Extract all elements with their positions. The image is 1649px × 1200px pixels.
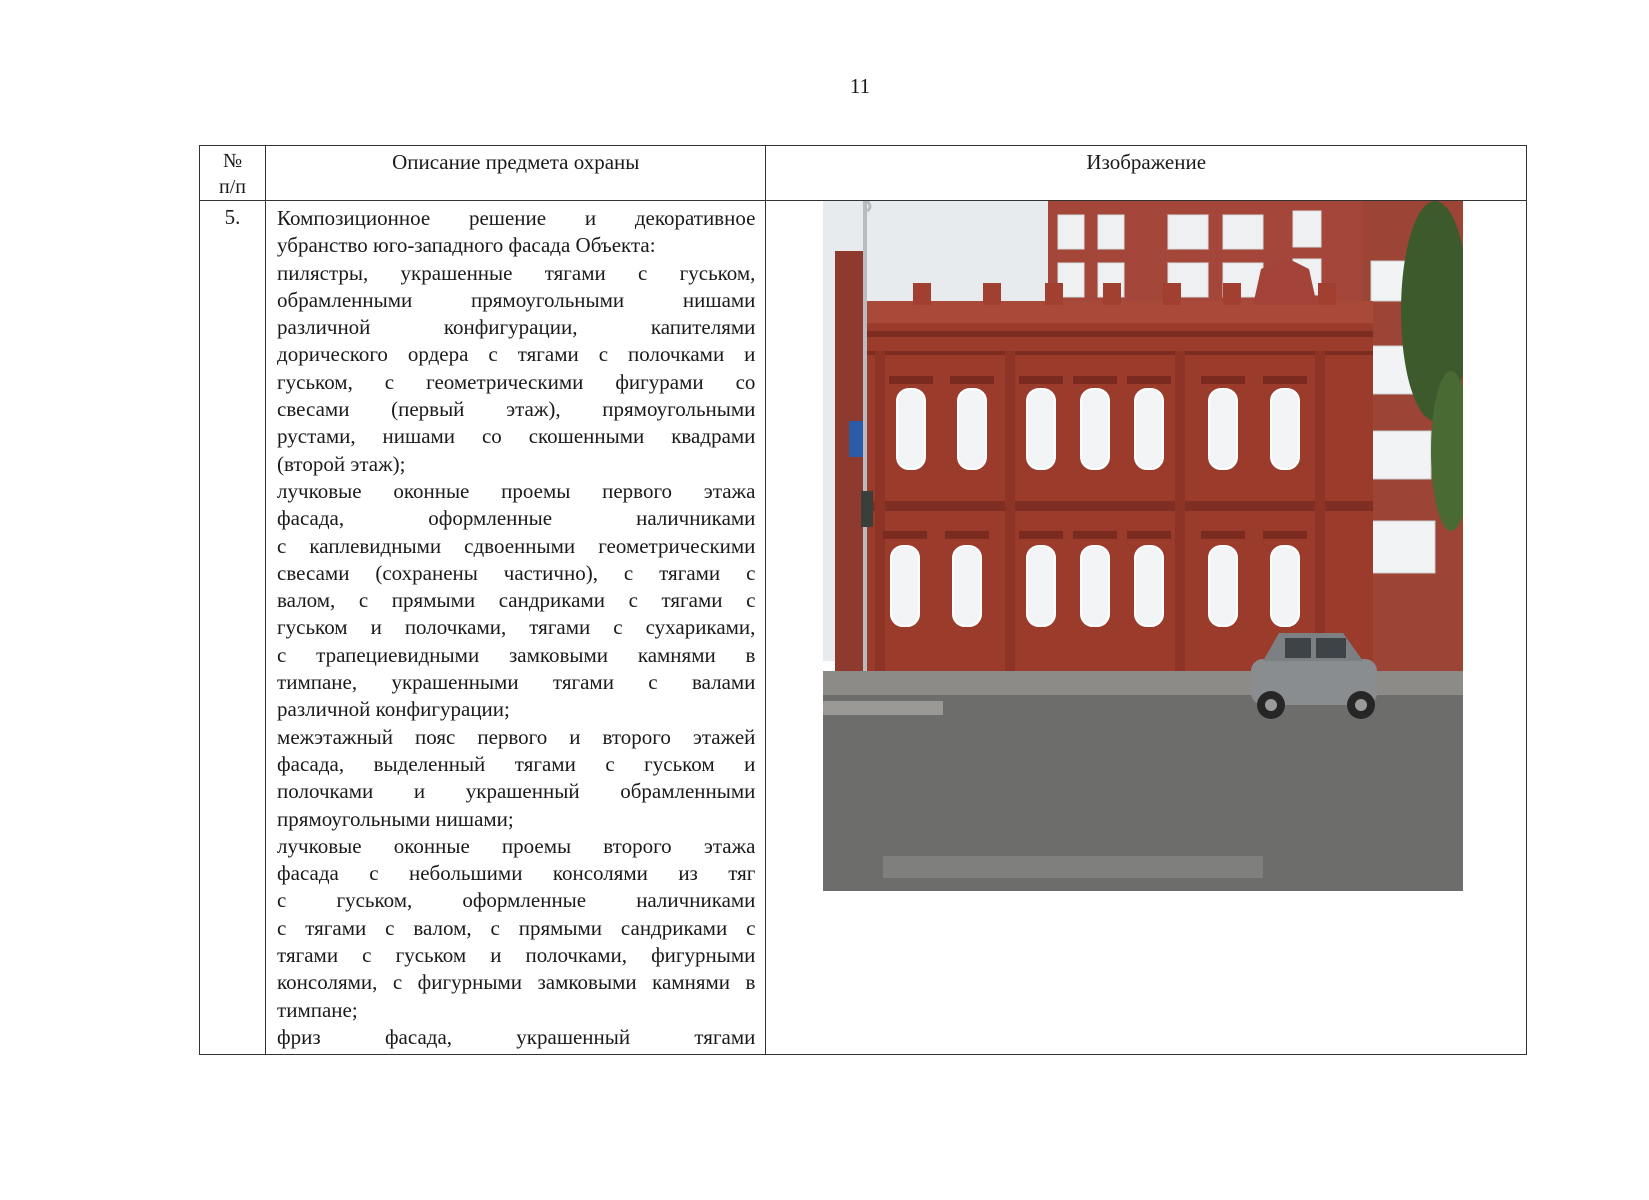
header-description: Описание предмета охраны: [266, 146, 766, 201]
description-line: лучковые оконные проемы второго этажа: [277, 833, 756, 858]
table-row: [200, 201, 1527, 1055]
description-line: различной конфигурации;: [277, 697, 510, 722]
header-number-sign: №: [222, 150, 243, 172]
description-line: свесами (сохранены частично), с тягами с: [277, 560, 756, 585]
description-line: межэтажный пояс первого и второго этажей: [277, 724, 756, 749]
description-line: Композиционное решение и декоративное: [277, 206, 756, 230]
description-line: дорического ордера с тягами с полочками и: [277, 342, 756, 367]
description-line: с тягами с валом, с прямыми сандриками с: [277, 915, 756, 940]
description-text: [277, 205, 755, 1051]
image-cell: [766, 201, 1527, 1055]
description-line: обрамленными прямоугольными нишами: [277, 287, 756, 312]
description-line: свесами (первый этаж), прямоугольными: [277, 397, 756, 422]
description-line: фасада, выделенный тягами с гуськом и: [277, 751, 756, 776]
description-line: гуськом, с геометрическими фигурами со: [277, 369, 756, 394]
description-cell: [266, 201, 766, 1055]
table-header-row: [200, 146, 1527, 201]
page-number: 11: [849, 74, 871, 98]
description-line: полочками и украшенный обрамленными: [277, 779, 756, 804]
protection-subject-table: [199, 145, 1527, 1055]
description-line: с трапециевидными замковыми камнями в: [277, 642, 756, 667]
description-line: тимпане, украшенными тягами с валами: [277, 670, 756, 695]
description-line: рустами, нишами со скошенными квадрами: [277, 424, 756, 449]
description-line: с каплевидными сдвоенными геометрическими: [277, 533, 756, 558]
row-number: 5.: [200, 201, 266, 1055]
description-line: фасада с небольшими консолями из тяг: [277, 861, 756, 886]
description-line: фриз фасада, украшенный тягами: [277, 1024, 756, 1049]
description-line: с гуськом, оформленные наличниками: [277, 888, 756, 913]
description-line: валом, с прямыми сандриками с тягами с: [277, 588, 756, 613]
description-line: консолями, с фигурными замковыми камнями в: [277, 970, 756, 995]
description-line: лучковые оконные проемы первого этажа: [277, 478, 756, 503]
building-facade-photo: [823, 201, 1463, 891]
header-number-abbr: п/п: [219, 176, 246, 198]
description-line: пилястры, украшенные тягами с гуськом,: [277, 260, 756, 285]
description-line: убранство юго-западного фасада Объекта:: [277, 233, 656, 258]
header-number: [200, 146, 266, 201]
description-line: фасада, оформленные наличниками: [277, 506, 756, 531]
description-line: тягами с гуськом и полочками, фигурными: [277, 943, 756, 968]
description-line: различной конфигурации, капителями: [277, 315, 756, 340]
description-line: (второй этаж);: [277, 451, 406, 476]
description-line: прямоугольными нишами;: [277, 806, 514, 831]
description-line: тимпане;: [277, 997, 358, 1022]
description-line: гуськом и полочками, тягами с сухариками,: [277, 615, 756, 640]
header-image: Изображение: [766, 146, 1527, 201]
